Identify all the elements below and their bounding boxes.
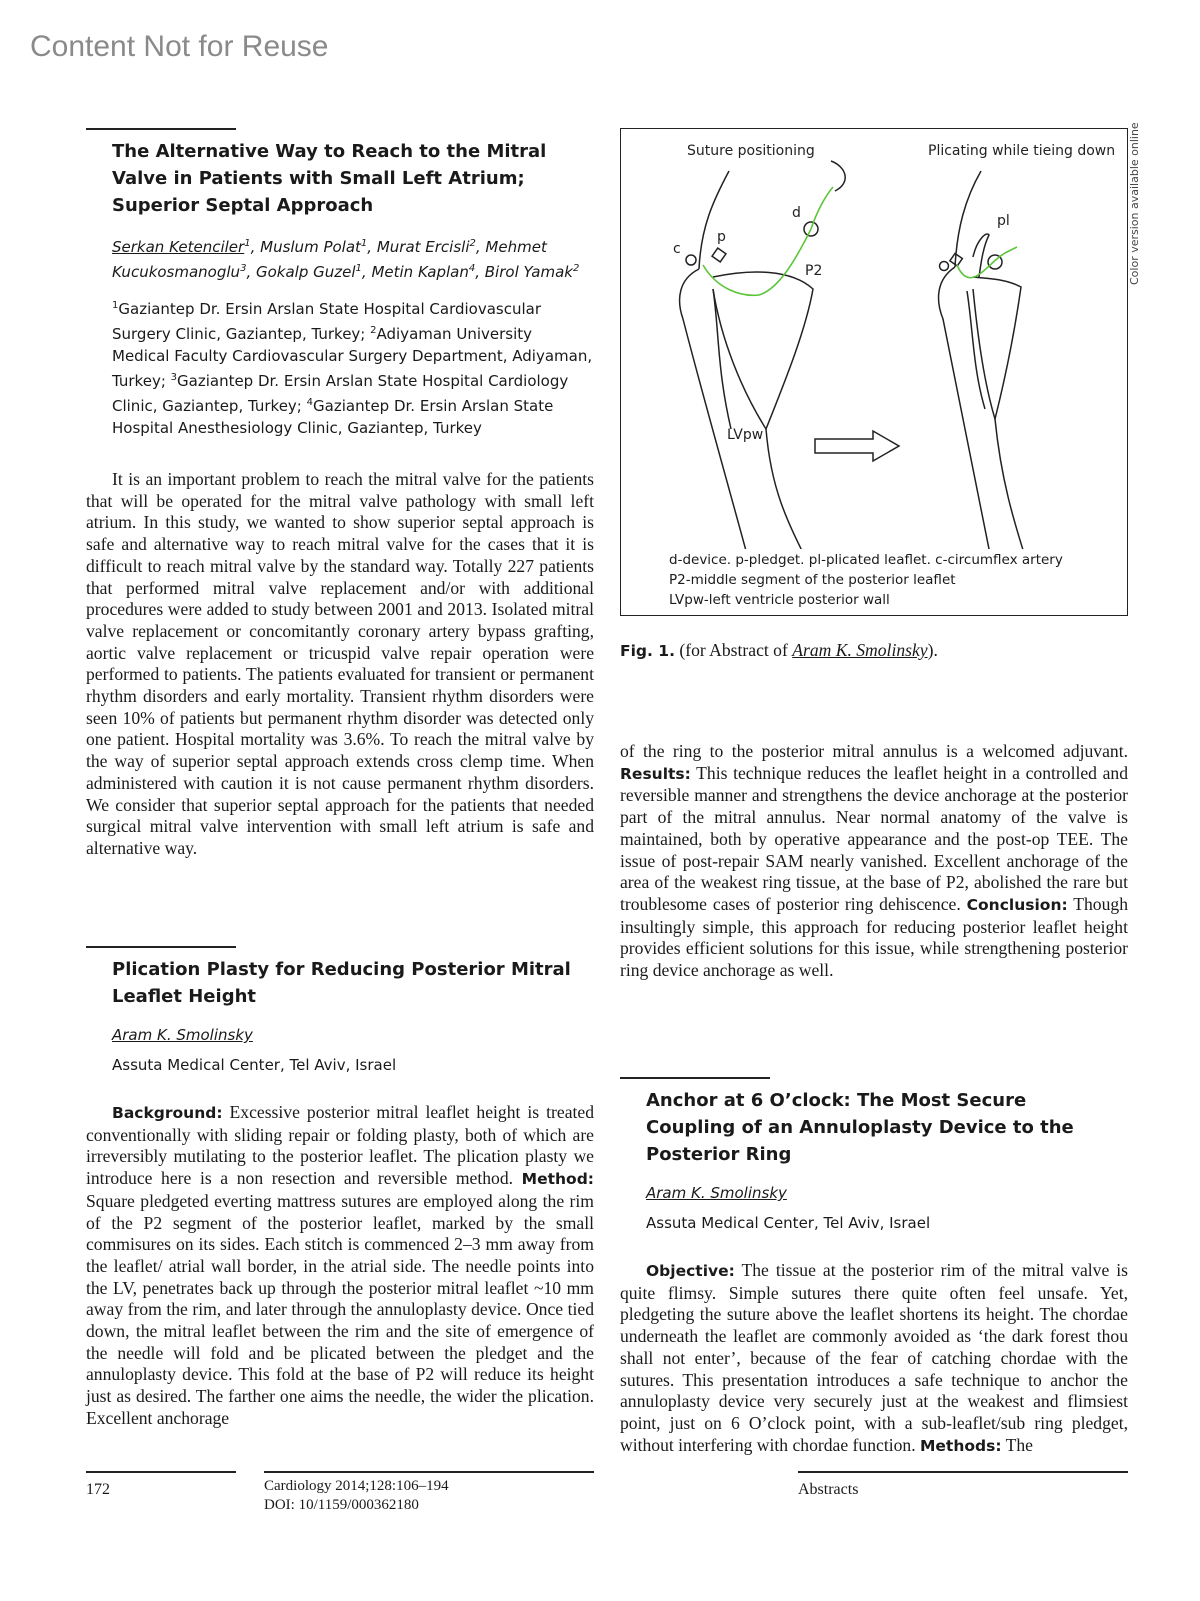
caption-post: ).: [927, 640, 938, 660]
figure-caption: [620, 640, 938, 661]
author-list: Serkan Ketenciler$^1$, Muslum Polat$^1$, Murat Ercisli$^2$, Mehmet Kucukosmanoglu$^3$, Gokalp Guzel$^1$, Metin Kaplan$^4$, Birol Yamak$^2$: [112, 238, 580, 281]
abstract-title: Plication Plasty for Reducing Posterior Mitral Leaflet Height: [112, 959, 571, 1007]
method-text: Square pledgeted everting mattress sutures are employed along the rim of the P2 segment of the posterior leaflet, marked by the small commisures on its sides. Each stitch is commenced 2–3 mm away from the leaflet/ atrial wall border, in the atrial side. The needle points into the LV, penetrates back up through the posterior mitral leaflet ~10 mm away from the rim, and later through the annuloplasty device. Once tied down, the mitral leaflet between the rim and the site of emergence of the needle will fold and be plicated between the pledget and the annuloplasty device. This fold at the base of P2 will reduce its height just as desired. The farther one aims the needle, the wider the plication. Excellent anchorage: [86, 1190, 594, 1428]
section-rule: [86, 128, 236, 130]
author-name[interactable]: Serkan Ketenciler: [112, 238, 245, 256]
label-p2: P2: [805, 263, 823, 279]
label-pl: pl: [997, 213, 1010, 229]
footer-rule: [798, 1471, 1128, 1473]
author-superscript: 2: [572, 263, 580, 274]
author-name: Mehmet Kucukosmanoglu: [112, 238, 547, 281]
affiliation-superscript: 2: [370, 325, 377, 336]
affiliation: Assuta Medical Center, Tel Aviv, Israel: [646, 1214, 931, 1232]
label-d: d: [792, 205, 801, 221]
abstract-body-continued: [620, 741, 1128, 982]
author-name: [646, 1182, 1128, 1204]
legend-line: d-device. p-pledget. pl-plicated leaflet. c-circumflex artery: [669, 552, 1063, 568]
legend-line: LVpw-left ventricle posterior wall: [669, 592, 890, 608]
author-superscript: 3: [240, 263, 247, 274]
affiliation-text: Gaziantep Dr. Ersin Arslan State Hospital Cardiology Clinic, Gaziantep, Turkey;: [112, 372, 569, 415]
abstract-1: [86, 128, 594, 860]
author-name: [112, 1024, 594, 1046]
conclusion-label: Conclusion:: [966, 895, 1068, 914]
figure-label-left: Suture positioning: [687, 143, 815, 159]
journal-name: Cardiology 2014;128:106–194: [264, 1478, 449, 1494]
abstract-title: Anchor at 6 O’clock: The Most Secure Coupling of an Annuloplasty Device to the Posterior Ring: [646, 1090, 1074, 1165]
abstract-title: The Alternative Way to Reach to the Mitral Valve in Patients with Small Left Atrium; Superior Septal Approach: [112, 141, 547, 216]
doi: DOI: 10/1159/000362180: [264, 1497, 419, 1513]
figure-label-right: Plicating while tieing down: [928, 143, 1116, 159]
abstract-3: [620, 1077, 1128, 1457]
color-version-note: Color version available online: [1128, 122, 1141, 285]
footer-rule: [86, 1471, 236, 1473]
author-name: Muslum Polat: [260, 238, 361, 256]
figure-1: [620, 128, 1128, 616]
conclusion-text: Though insultingly simple, this approach for reducing posterior leaflet height provides efficient solutions for this issue, while strengthening posterior ring device anchorage as well.: [620, 893, 1128, 981]
watermark: Content Not for Reuse: [30, 30, 329, 63]
author-superscript: 4: [468, 263, 476, 274]
affiliation-superscript: 1: [112, 300, 119, 311]
label-lvpw: LVpw: [727, 427, 764, 443]
continued-text: of the ring to the posterior mitral annulus is a welcomed adjuvant.: [620, 741, 1128, 761]
affiliation-text: Gaziantep Dr. Ersin Arslan State Hospital Cardiovascular Surgery Clinic, Gaziantep, Turkey;: [112, 300, 542, 343]
affiliation-text: Gaziantep Dr. Ersin Arslan State Hospital Anesthesiology Clinic, Gaziantep, Turkey: [112, 397, 554, 437]
journal-citation: [264, 1477, 449, 1515]
results-label: Results:: [620, 764, 691, 783]
page-number: 172: [86, 1481, 110, 1498]
objective-label: Objective:: [646, 1262, 735, 1280]
background-label: Background:: [112, 1104, 223, 1122]
figure-legend: [669, 550, 1063, 610]
footer-rule: [264, 1471, 594, 1473]
author-superscript: 1: [355, 263, 362, 274]
label-c: c: [673, 241, 681, 257]
author-name: Murat Ercisli: [376, 238, 470, 256]
section-name: Abstracts: [798, 1481, 859, 1498]
mitral-diagram: [621, 129, 1126, 549]
affiliation-superscript: 3: [170, 372, 178, 383]
results-text: This technique reduces the leaflet height in a controlled and reversible manner and strengthens the device anchorage at the posterior part of the mitral annulus. Near normal anatomy of the valve is maintained, both by operative appearance and the post-op TEE. The issue of post-repair SAM nearly vanished. Excellent anchorage of the area of the weakest ring tissue, at the base of P2, abolished the rare but troublesome cases of posterior ring dehiscence.: [620, 762, 1128, 914]
label-p: p: [717, 229, 726, 245]
section-rule: [86, 946, 236, 948]
author-name: Gokalp Guzel: [255, 263, 356, 281]
objective-text: The tissue at the posterior rim of the mitral valve is quite flimsy. Simple sutures there quite often feel unsafe. Yet, pledgeting the suture above the leaflet shortens its height. The chordae underneath the leaflet are commonly avoided as ‘the dark forest thou shall not enter’, because of the fear of catching chordae with the sutures. This presentation introduces a safe technique to anchor the annuloplasty device very securely just at the weakest and flimsiest point, just on 6 O’clock point, with a sub-leaflet/sub ring pledget, without interfering with chordae function.: [620, 1260, 1128, 1455]
author-name: Birol Yamak: [484, 263, 573, 281]
affiliation-text: Adiyaman University Medical Faculty Cardiovascular Surgery Department, Adiyaman, Turkey;: [112, 325, 593, 390]
abstract-body: [620, 1260, 1128, 1457]
section-rule: [620, 1077, 770, 1079]
affiliation-superscript: 4: [306, 397, 314, 408]
abstract-2-continued: [620, 741, 1128, 982]
caption-pre: (for Abstract of: [674, 640, 793, 660]
author-superscript: 2: [469, 238, 476, 249]
author-link[interactable]: Aram K. Smolinsky: [112, 1026, 253, 1044]
affiliations: [112, 295, 594, 439]
author-link[interactable]: Aram K. Smolinsky: [646, 1184, 787, 1202]
methods-label: Methods:: [920, 1436, 1002, 1455]
figure-caption-label: Fig. 1.: [620, 642, 675, 660]
author-name: Metin Kaplan: [371, 263, 469, 281]
abstract-body: It is an important problem to reach the mitral valve for the patients that will be operated for the mitral valve pathology with small left atrium. In this study, we wanted to show superior septal approach is safe and alternative way to reach mitral valve for the cases that it is difficult to reach mitral valve by the standard way. Totally 227 patients that performed mitral valve replacement and/or with additional procedures were added to study between 2001 and 2013. Isolated mitral valve replacement or concomitantly coronary artery bypass grafting, aortic valve replacement or tricuspid valve repair operation were performed to patients. The patients evaluated for transient or permanent rhythm disorders and early mortality. Transient rhythm disorders were seen 10% of patients but permanent rhythm disorder was detected only one patient. Hospital mortality was 3.6%. To reach the mitral valve by the way of superior septal approach extends cross clemp time. When administered with caution it is not cause permanent rhythm disorders. We consider that superior septal approach for the patients that needed surgical mitral valve intervention with small left atrium is safe and alternative way.: [86, 469, 594, 858]
affiliation: Assuta Medical Center, Tel Aviv, Israel: [112, 1056, 397, 1074]
author-superscript: 1: [244, 238, 251, 249]
legend-line: P2-middle segment of the posterior leaflet: [669, 572, 956, 588]
abstract-body: [86, 1102, 594, 1430]
background-text: Excessive posterior mitral leaflet height is treated conventionally with sliding repair or folding plasty, both of which are irreversibly mutilating to the posterior leaflet. The plication plasty we introduce here is a non resection and reversible method.: [86, 1102, 594, 1189]
caption-author-link[interactable]: Aram K. Smolinsky: [792, 640, 928, 660]
abstract-2: [86, 946, 594, 1430]
methods-text: The: [1001, 1434, 1033, 1455]
author-superscript: 1: [360, 238, 368, 249]
suture-path: [703, 187, 1017, 295]
method-label: Method:: [521, 1170, 594, 1189]
